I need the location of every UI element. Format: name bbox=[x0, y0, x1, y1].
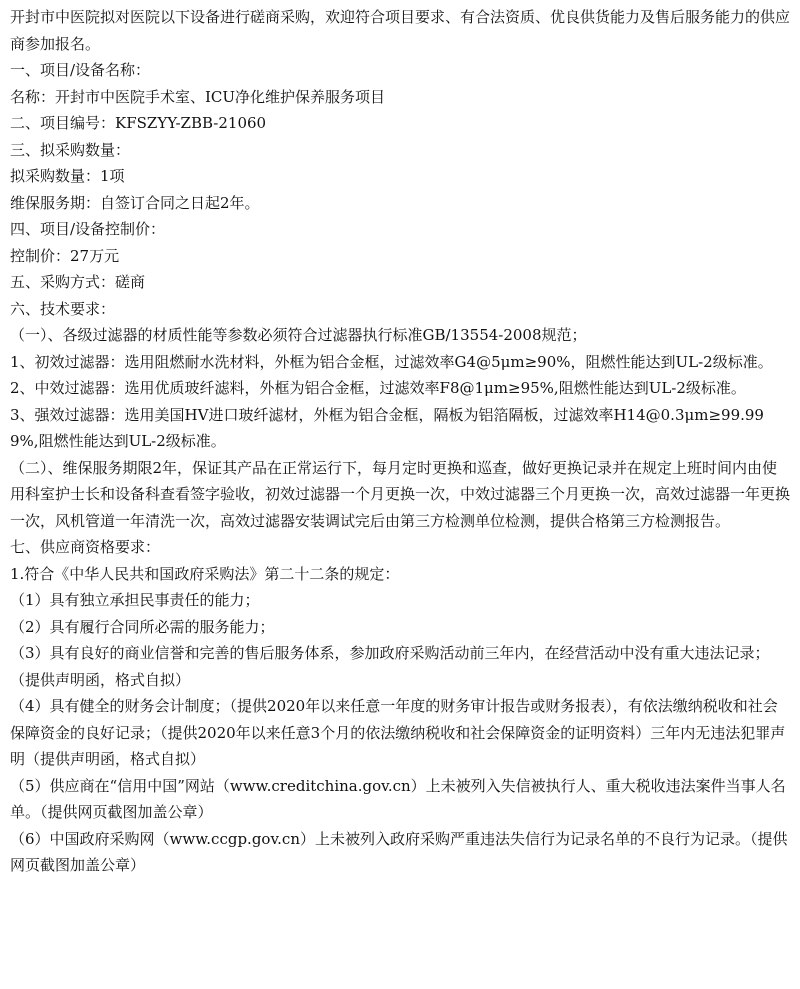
qualification-law-line: 1.符合《中华人民共和国政府采购法》第二十二条的规定： bbox=[10, 564, 400, 583]
procurement-method-line: 五、采购方式：磋商 bbox=[10, 273, 146, 291]
procurement-notice bbox=[10, 4, 792, 879]
project-name-line: 名称：开封市中医院手术室、ICU净化维护保养服务项目 bbox=[10, 87, 386, 106]
project-number-line: 二、项目编号：KFSZYY-ZBB-21060 bbox=[10, 114, 267, 132]
section-3-heading: 三、拟采购数量： bbox=[10, 140, 131, 159]
section-4-heading: 四、项目/设备控制价： bbox=[10, 220, 166, 238]
maintenance-terms-paragraph: （二）、维保服务期限2年，保证其产品在正常运行下，每月定时更换和巡查，做好更换记录并在规定上班时间内由使用科室护士长和设备科查看签字验收，初效过滤器一个月更换一次，中效过滤器三个月更换一次，高效过滤器一年更换一次，风机管道一年清洗一次，高效过滤器安装调试完后由第三方检测单位检测，提供合格第三方检测报告。 bbox=[10, 458, 791, 530]
qualification-item-5: （5）供应商在“信用中国”网站（www.creditchina.gov.cn）上未被列入失信被执行人、重大税收违法案件当事人名单。（提供网页截图加盖公章） bbox=[10, 776, 786, 821]
intro-paragraph: 开封市中医院拟对医院以下设备进行磋商采购，欢迎符合项目要求、有合法资质、优良供货能力及售后服务能力的供应商参加报名。 bbox=[10, 8, 791, 53]
service-period-line: 维保服务期：自签订合同之日起2年。 bbox=[10, 193, 260, 212]
section-6-heading: 六、技术要求： bbox=[10, 299, 116, 318]
control-price-line: 控制价：27万元 bbox=[10, 246, 120, 265]
qualification-item-4: （4）具有健全的财务会计制度；（提供2020年以来任意一年度的财务审计报告或财务报表），有依法缴纳税收和社会保障资金的良好记录；（提供2020年以来任意3个月的依法缴纳税收和社会保障资金的证明资料）三年内无违法犯罪声明（提供声明函，格式自拟） bbox=[10, 697, 786, 768]
qualification-item-1: （1）具有独立承担民事责任的能力； bbox=[10, 591, 260, 609]
quantity-line: 拟采购数量：1项 bbox=[10, 167, 125, 185]
filter-standard-line: （一）、各级过滤器的材质性能等参数必须符合过滤器执行标准GB/13554-2008规范； bbox=[10, 326, 587, 344]
section-1-heading: 一、项目/设备名称： bbox=[10, 61, 151, 79]
qualification-item-3: （3）具有良好的商业信誉和完善的售后服务体系，参加政府采购活动前三年内，在经营活动中没有重大违法记录；（提供声明函，格式自拟） bbox=[10, 644, 770, 689]
section-7-heading: 七、供应商资格要求： bbox=[10, 538, 161, 556]
qualification-item-2: （2）具有履行合同所必需的服务能力； bbox=[10, 617, 275, 636]
medium-filter-line: 2、中效过滤器：选用优质玻纤滤料，外框为铝合金框，过滤效率F8@1μm≥95%,阻燃性能达到UL-2级标准。 bbox=[10, 379, 746, 397]
qualification-item-6: （6）中国政府采购网（www.ccgp.gov.cn）上未被列入政府采购严重违法失信行为记录名单的不良行为记录。（提供网页截图加盖公章） bbox=[10, 829, 788, 874]
primary-filter-line: 1、初效过滤器：选用阻燃耐水洗材料，外框为铝合金框，过滤效率G4@5μm≥90%，阻燃性能达到UL-2级标准。 bbox=[10, 352, 773, 371]
high-filter-line: 3、强效过滤器：选用美国HV进口玻纤滤材，外框为铝合金框，隔板为铝箔隔板，过滤效率H14@0.3μm≥99.999%,阻燃性能达到UL-2级标准。 bbox=[10, 405, 764, 450]
